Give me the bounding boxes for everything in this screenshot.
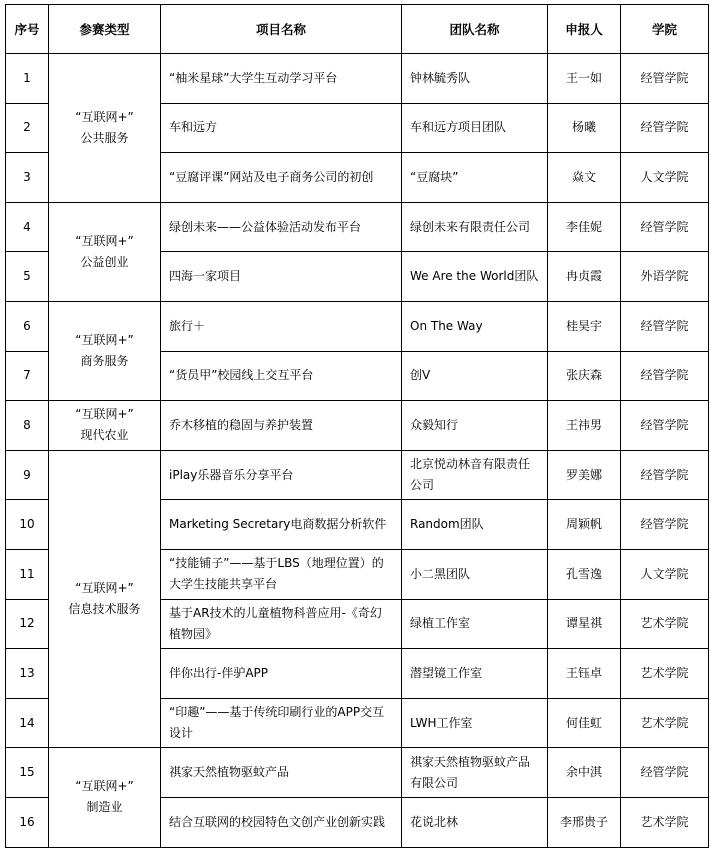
cell-category <box>49 401 161 451</box>
cell-project: 绿创未来——公益体验活动发布平台 <box>161 202 402 252</box>
cell-no: 11 <box>6 549 49 599</box>
cell-team: 祺家天然植物驱蚊产品有限公司 <box>402 748 548 798</box>
cell-applicant: 何佳虹 <box>548 698 621 748</box>
table-row <box>6 54 709 104</box>
header-applicant: 申报人 <box>548 5 621 54</box>
cell-college: 外语学院 <box>621 252 709 302</box>
table-row <box>6 401 709 451</box>
cell-team: Random团队 <box>402 500 548 550</box>
cell-no: 2 <box>6 103 49 153</box>
cell-team: 众毅知行 <box>402 401 548 451</box>
cell-college: 艺术学院 <box>621 797 709 847</box>
cell-applicant: 冉贞霞 <box>548 252 621 302</box>
cell-category <box>49 748 161 847</box>
cell-college: 艺术学院 <box>621 649 709 699</box>
project-table <box>5 4 709 848</box>
cell-project: 四海一家项目 <box>161 252 402 302</box>
header-row <box>6 5 709 54</box>
cell-team: We Are the World团队 <box>402 252 548 302</box>
category-line2: 公益创业 <box>80 254 129 269</box>
cell-no: 13 <box>6 649 49 699</box>
cell-college: 艺术学院 <box>621 698 709 748</box>
cell-applicant: 余中淇 <box>548 748 621 798</box>
cell-category <box>49 301 161 400</box>
cell-no: 10 <box>6 500 49 550</box>
cell-college: 艺术学院 <box>621 599 709 649</box>
category-line2: 商务服务 <box>80 354 129 369</box>
category-line1: “互联网+” <box>75 109 134 124</box>
cell-team: On The Way <box>402 301 548 351</box>
category-line1: “互联网+” <box>75 233 134 248</box>
cell-college: 经管学院 <box>621 54 709 104</box>
cell-applicant: 焱文 <box>548 153 621 203</box>
cell-no: 16 <box>6 797 49 847</box>
category-line1: “互联网+” <box>75 779 134 794</box>
cell-applicant: 孔雪逸 <box>548 549 621 599</box>
header-project: 项目名称 <box>161 5 402 54</box>
cell-no: 15 <box>6 748 49 798</box>
cell-project: “豆腐评课”网站及电子商务公司的初创 <box>161 153 402 203</box>
cell-applicant: 李邢贵子 <box>548 797 621 847</box>
cell-project: 祺家天然植物驱蚊产品 <box>161 748 402 798</box>
cell-project: 伴你出行-伴驴APP <box>161 649 402 699</box>
cell-no: 14 <box>6 698 49 748</box>
category-line2: 公共服务 <box>80 130 129 145</box>
cell-no: 6 <box>6 301 49 351</box>
cell-applicant: 周颖帆 <box>548 500 621 550</box>
cell-college: 经管学院 <box>621 500 709 550</box>
table-body <box>6 54 709 848</box>
header-team: 团队名称 <box>402 5 548 54</box>
cell-college: 经管学院 <box>621 748 709 798</box>
category-line1: “互联网+” <box>75 407 134 422</box>
cell-team: LWH工作室 <box>402 698 548 748</box>
cell-project: Marketing Secretary电商数据分析软件 <box>161 500 402 550</box>
cell-no: 9 <box>6 450 49 500</box>
cell-no: 3 <box>6 153 49 203</box>
cell-team: 潜望镜工作室 <box>402 649 548 699</box>
cell-college: 人文学院 <box>621 153 709 203</box>
table-row <box>6 301 709 351</box>
cell-applicant: 谭星祺 <box>548 599 621 649</box>
cell-college: 经管学院 <box>621 103 709 153</box>
cell-project: “柚米星球”大学生互动学习平台 <box>161 54 402 104</box>
cell-college: 经管学院 <box>621 301 709 351</box>
table-row <box>6 202 709 252</box>
cell-no: 4 <box>6 202 49 252</box>
table-row <box>6 748 709 798</box>
cell-applicant: 王一如 <box>548 54 621 104</box>
cell-team: 小二黑团队 <box>402 549 548 599</box>
header-college: 学院 <box>621 5 709 54</box>
cell-no: 8 <box>6 401 49 451</box>
cell-team: 车和远方项目团队 <box>402 103 548 153</box>
cell-project: “货员甲”校园线上交互平台 <box>161 351 402 401</box>
table-row <box>6 450 709 500</box>
cell-team: “豆腐块” <box>402 153 548 203</box>
cell-college: 人文学院 <box>621 549 709 599</box>
category-line1: “互联网+” <box>75 581 134 596</box>
cell-project: “印趣”——基于传统印刷行业的APP交互设计 <box>161 698 402 748</box>
cell-team: 花说北林 <box>402 797 548 847</box>
header-no: 序号 <box>6 5 49 54</box>
category-line1: “互联网+” <box>75 333 134 348</box>
cell-team: 北京悦动林音有限责任公司 <box>402 450 548 500</box>
cell-project: iPlay乐器音乐分享平台 <box>161 450 402 500</box>
cell-applicant: 杨曦 <box>548 103 621 153</box>
cell-team: 钟林毓秀队 <box>402 54 548 104</box>
cell-project: 旅行＋ <box>161 301 402 351</box>
cell-applicant: 李佳妮 <box>548 202 621 252</box>
cell-applicant: 罗美娜 <box>548 450 621 500</box>
header-category: 参赛类型 <box>49 5 161 54</box>
category-line2: 现代农业 <box>80 428 129 443</box>
cell-college: 经管学院 <box>621 450 709 500</box>
cell-project: 基于AR技术的儿童植物科普应用-《奇幻植物园》 <box>161 599 402 649</box>
cell-category <box>49 202 161 301</box>
cell-no: 7 <box>6 351 49 401</box>
category-line2: 信息技术服务 <box>68 602 141 617</box>
cell-project: 车和远方 <box>161 103 402 153</box>
cell-team: 绿植工作室 <box>402 599 548 649</box>
cell-college: 经管学院 <box>621 401 709 451</box>
cell-applicant: 张庆森 <box>548 351 621 401</box>
cell-applicant: 王祎男 <box>548 401 621 451</box>
cell-college: 经管学院 <box>621 202 709 252</box>
cell-project: 乔木移植的稳固与养护装置 <box>161 401 402 451</box>
category-line2: 制造业 <box>86 800 123 815</box>
cell-team: 创Ⅴ <box>402 351 548 401</box>
cell-no: 12 <box>6 599 49 649</box>
cell-category <box>49 54 161 203</box>
cell-no: 1 <box>6 54 49 104</box>
cell-no: 5 <box>6 252 49 302</box>
cell-applicant: 桂昊宇 <box>548 301 621 351</box>
cell-applicant: 王钰卓 <box>548 649 621 699</box>
cell-project: 结合互联网的校园特色文创产业创新实践 <box>161 797 402 847</box>
cell-project: “技能铺子”——基于LBS（地理位置）的大学生技能共享平台 <box>161 549 402 599</box>
cell-team: 绿创未来有限责任公司 <box>402 202 548 252</box>
cell-college: 经管学院 <box>621 351 709 401</box>
cell-category <box>49 450 161 748</box>
